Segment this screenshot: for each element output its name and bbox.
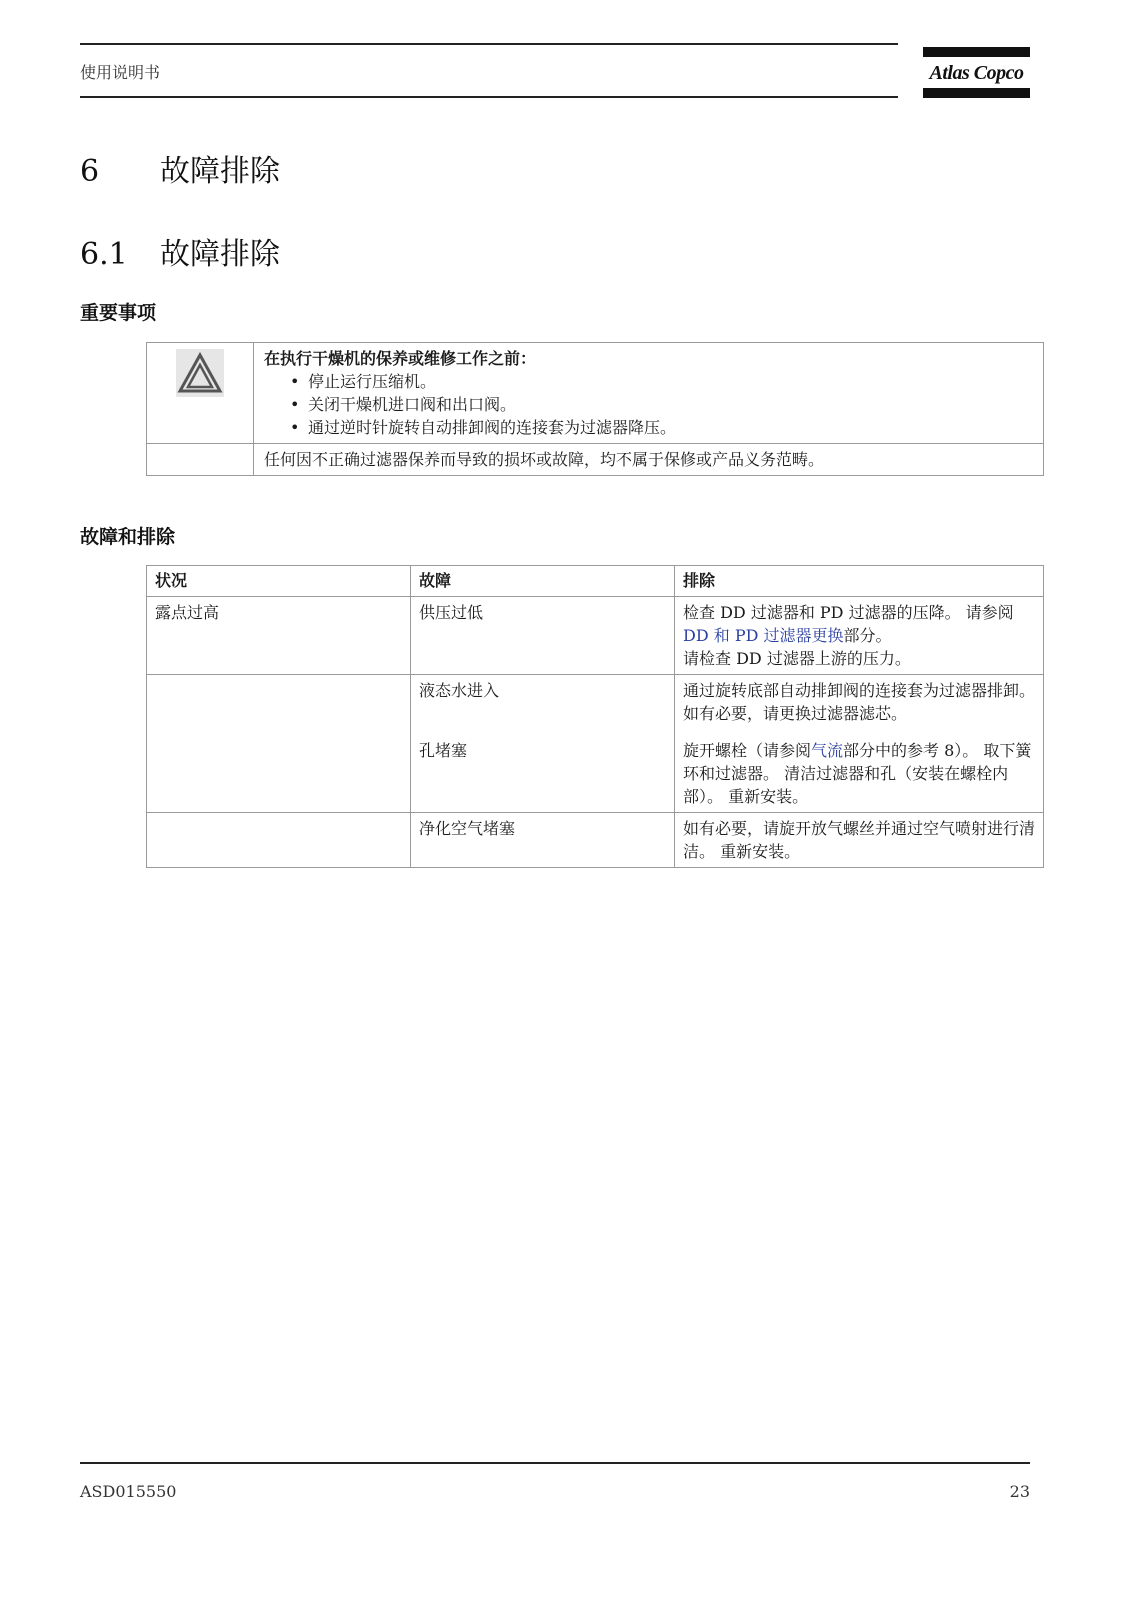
important-heading: 重要事项 — [80, 302, 157, 324]
header-title: 使用说明书 — [80, 63, 161, 82]
remedy-text-part: 部分中的参考 8）。 取下簧环和过滤器。 清洁过滤器和孔（安装在螺栓内部）。 重新安装。 — [683, 741, 1032, 806]
fault-text: 孔堵塞 — [419, 741, 468, 760]
remedy-cell: 如有必要，请旋开放气螺丝并通过空气喷射进行清洁。 重新安装。 — [675, 813, 1044, 868]
subsection-number: 6.1 — [80, 237, 128, 272]
condition-cell: 露点过高 — [147, 597, 411, 675]
notice-icon-cell — [147, 343, 254, 444]
footer-page-number: 23 — [1009, 1482, 1030, 1501]
logo-bottom-bar — [923, 88, 1030, 98]
remedy-text: 通过旋转底部自动排卸阀的连接套为过滤器排卸。 如有必要，请更换过滤器滤芯。 — [683, 681, 1036, 723]
fault-cell — [411, 675, 675, 813]
footer-rule — [80, 1462, 1030, 1464]
column-header-fault: 故障 — [411, 566, 675, 597]
logo-wordmark: Atlas Copco — [929, 62, 1024, 84]
remedy-text: 请检查 DD 过滤器上游的压力。 — [683, 649, 911, 668]
section-heading — [80, 146, 280, 190]
airflow-link[interactable]: 气流 — [811, 741, 844, 760]
fault-text: 液态水进入 — [419, 681, 500, 700]
notice-bullet: • 关闭干燥机进口阀和出口阀。 — [308, 393, 1033, 416]
notice-bullet: • 停止运行压缩机。 — [308, 370, 1033, 393]
subsection-title: 故障排除 — [160, 237, 280, 272]
notice-empty-cell — [147, 444, 254, 476]
logo-top-bar — [923, 47, 1030, 57]
table-row — [147, 813, 1044, 868]
important-notice-table — [146, 342, 1044, 476]
condition-cell — [147, 675, 411, 813]
fault-cell: 供压过低 — [411, 597, 675, 675]
header-bottom-rule — [80, 96, 898, 98]
atlas-copco-logo — [923, 47, 1030, 99]
remedy-cell — [675, 675, 1044, 813]
notice-bullet: • 通过逆时针旋转自动排卸阀的连接套为过滤器降压。 — [308, 416, 1033, 439]
section-number: 6 — [80, 154, 100, 189]
footer-doc-number: ASD015550 — [80, 1482, 177, 1501]
column-header-remedy: 排除 — [675, 566, 1044, 597]
header-top-rule — [80, 43, 898, 45]
remedy-cell — [675, 597, 1044, 675]
notice-bullet-list — [264, 370, 1033, 439]
notice-text-cell — [254, 343, 1044, 444]
table-row — [147, 675, 1044, 813]
table-header-row — [147, 566, 1044, 597]
notice-lead: 在执行干燥机的保养或维修工作之前： — [264, 349, 537, 368]
notice-warranty-note: 任何因不正确过滤器保养而导致的损坏或故障，均不属于保修或产品义务范畴。 — [254, 444, 1044, 476]
faults-table — [146, 565, 1044, 868]
remedy-text-part: 旋开螺栓（请参阅 — [683, 741, 812, 760]
dd-pd-filter-replacement-link[interactable]: DD 和 PD 过滤器更换 — [683, 626, 844, 645]
remedy-text — [683, 739, 1035, 808]
condition-cell — [147, 813, 411, 868]
fault-cell: 净化空气堵塞 — [411, 813, 675, 868]
remedy-text: 检查 DD 过滤器和 PD 过滤器的压降。 请参阅 — [683, 603, 1014, 622]
warning-triangle-icon — [176, 349, 224, 397]
faults-heading: 故障和排除 — [80, 526, 176, 548]
remedy-text: 部分。 — [843, 626, 892, 645]
subsection-heading — [80, 229, 280, 273]
column-header-condition: 状况 — [147, 566, 411, 597]
table-row — [147, 597, 1044, 675]
section-title: 故障排除 — [160, 154, 280, 189]
